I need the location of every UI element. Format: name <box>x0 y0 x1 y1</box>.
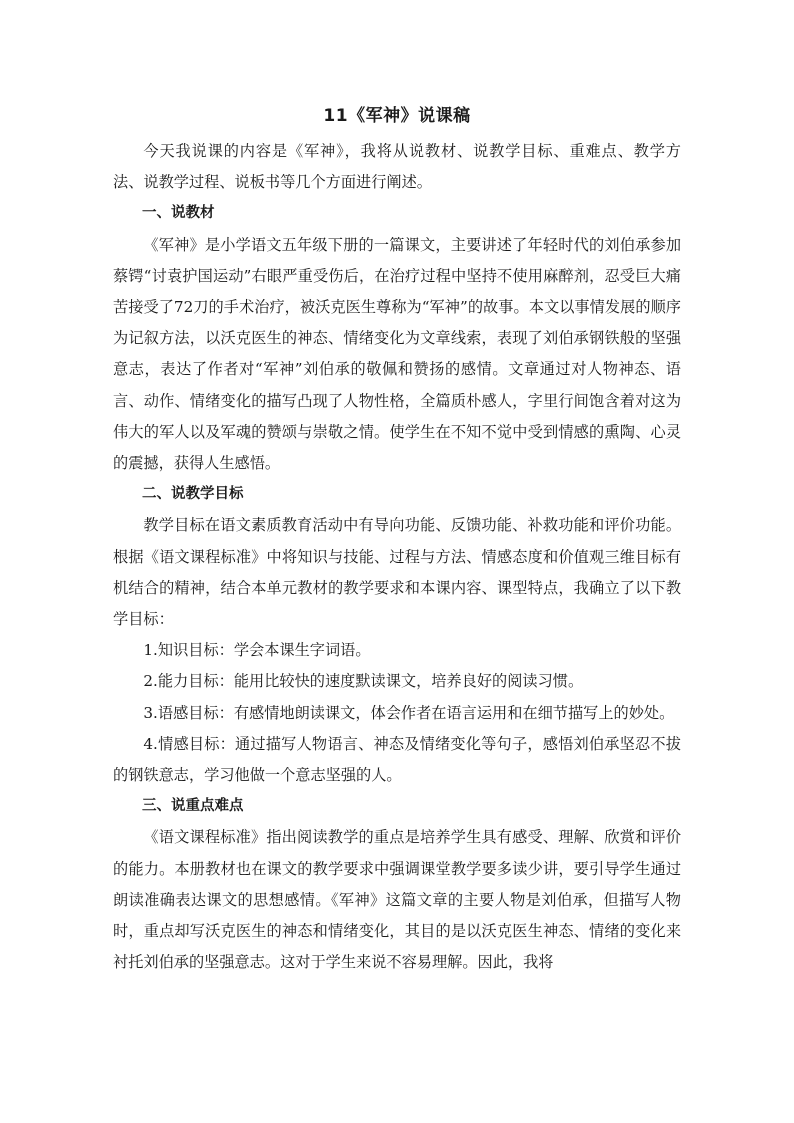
intro-paragraph: 今天我说课的内容是《军神》，我将从说教材、说教学目标、重难点、教学方法、说教学过程、说板书等几个方面进行阐述。 <box>113 142 681 192</box>
objective-ability: 2.能力目标：能用比较快的速度默读课文，培养良好的阅读习惯。 <box>143 672 584 691</box>
section-heading-objectives: 二、说教学目标 <box>142 486 244 503</box>
document-body <box>113 104 681 978</box>
key-points-paragraph: 《语文课程标准》指出阅读教学的重点是培养学生具有感受、理解、欣赏和评价的能力。本册教材也在课文的教学要求中强调课堂教学要多读少讲，要引导学生通过朗读准确表达课文的思想感情。《军神》这篇文章的主要人物是刘伯承，但描写人物时，重点却写沃克医生的神态和情绪变化，其目的是以沃克医生神态、情绪的变化来衬托刘伯承的坚强意志。这对于学生来说不容易理解。因此，我将 <box>113 828 681 972</box>
section-heading-textbook: 一、说教材 <box>142 205 215 222</box>
objective-language-sense: 3.语感目标：有感情地朗读课文，体会作者在语言运用和在细节描写上的妙处。 <box>143 703 675 722</box>
objective-emotion: 4.情感目标：通过描写人物语言、神态及情绪变化等句子，感悟刘伯承坚忍不拔的钢铁意志，学习他做一个意志坚强的人。 <box>113 734 681 785</box>
textbook-paragraph: 《军神》是小学语文五年级下册的一篇课文，主要讲述了年轻时代的刘伯承参加蔡锷“讨袁护国运动”右眼严重受伤后，在治疗过程中坚持不使用麻醉剂，忍受巨大痛苦接受了72刀的手术治疗，被沃克医生尊称为“军神”的故事。本文以事情发展的顺序为记叙方法，以沃克医生的神态、情绪变化为文章线索，表现了刘伯承钢铁般的坚强意志，表达了作者对“军神”刘伯承的敬佩和赞扬的感情。文章通过对人物神态、语言、动作、情绪变化的描写凸现了人物性格，全篇质朴感人，字里行间饱含着对这为伟大的军人以及军魂的赞颂与崇敬之情。使学生在不知不觉中受到情感的熏陶、心灵的震撼，获得人生感悟。 <box>113 235 681 473</box>
objectives-intro-paragraph: 教学目标在语文素质教育活动中有导向功能、反馈功能、补救功能和评价功能。根据《语文课程标准》中将知识与技能、过程与方法、情感态度和价值观三维目标有机结合的精神，结合本单元教材的教学要求和本课内容、课型特点，我确立了以下教学目标： <box>113 516 681 629</box>
page-title: 11《军神》说课稿 <box>323 106 471 126</box>
objective-knowledge: 1.知识目标：学会本课生字词语。 <box>143 641 371 660</box>
section-heading-key-points: 三、说重点难点 <box>142 798 244 815</box>
